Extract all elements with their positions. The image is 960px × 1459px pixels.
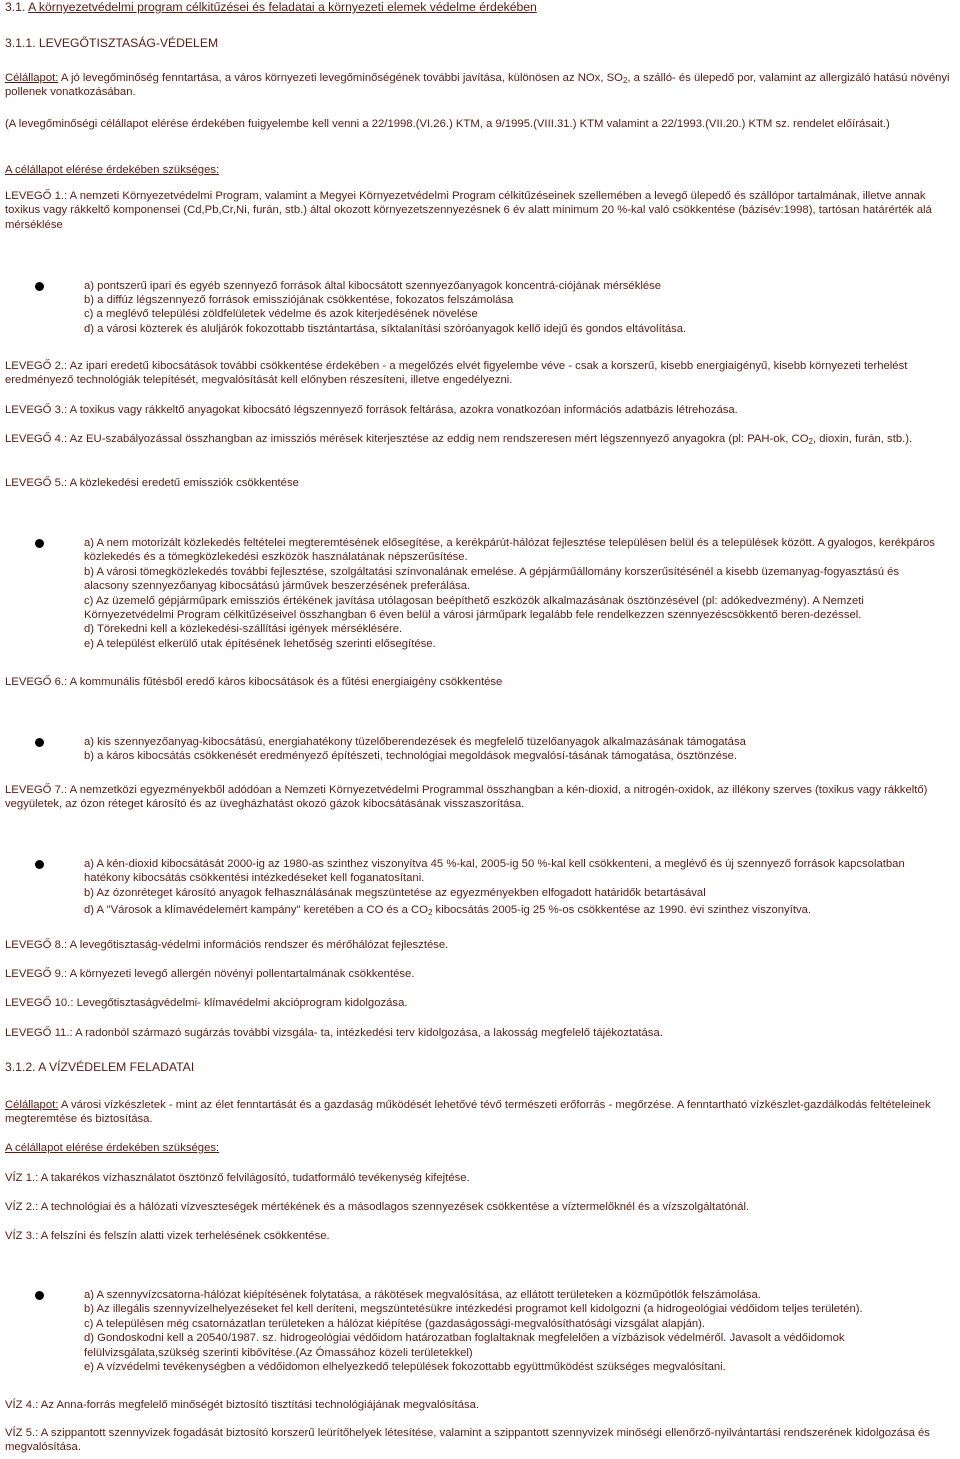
- levego-4: [5, 432, 955, 446]
- viz-4-label: VÍZ 4.: [5, 1399, 36, 1411]
- list-item-subscript: 2: [427, 908, 433, 917]
- viz-4: [5, 1398, 955, 1412]
- section-title: [5, 0, 955, 14]
- levego-4-text-end: , dioxin, furán, stb.).: [812, 433, 913, 445]
- bullet-icon: [35, 282, 44, 291]
- bullet-icon: [35, 1291, 44, 1300]
- viz-3: [5, 1229, 955, 1243]
- air-goal-subscript: 2: [622, 76, 628, 85]
- list-item: c) a meglévő települési zöldfelületek védelme és azok kiterjedésének növelése: [84, 308, 478, 320]
- levego-10-label: LEVEGŐ 10.: [5, 997, 71, 1009]
- levego-11-label: LEVEGŐ 11.: [5, 1027, 70, 1039]
- list-item: a) A kén-dioxid kibocsátását 2000-ig az 1980-as szinthez viszonyítva 45 %-kal, 2005-ig 50 %-kal kell csökkenteni, a meglévő és új szennyező források kapcsolatban hatékony kibocsátás csökkentési intézkedéseket kell foganatosítani. b) Az ózonréteget károsító anyagok felhasználásának megszüntetése az egyezményekben elfogadott határidők betartásával: [84, 858, 905, 899]
- levego-11-text: : A radonból származó sugárzás további vizsgála- ta, intézkedési terv kidolgozása, a lakosság megfelelő tájékoztatása.: [69, 1027, 663, 1039]
- viz-5-label: VÍZ 5.: [5, 1427, 36, 1439]
- section-title-text: A környezetvédelmi program célkitűzései és feladatai a környezeti elemek védelme érdekében: [28, 0, 537, 14]
- levego-2: [5, 359, 955, 388]
- levego-10-text: : Levegőtisztaságvédelmi- klímavédelmi akcióprogram kidolgozása.: [70, 997, 408, 1009]
- viz-5: [5, 1426, 955, 1455]
- air-goal-label: Célállapot:: [5, 72, 59, 84]
- viz-2: [5, 1200, 955, 1214]
- list-item: d) a városi közterek és aluljárók fokozottabb tisztántartása, síktalanítási szóróanyagok kellő idejű és gondos eltávolítása.: [84, 323, 687, 335]
- list-item-text-end: kibocsátás 2005-ig 25 %-os csökkentése az 1990. évi szinthez viszonyítva.: [432, 904, 812, 916]
- water-goal-text: A városi vízkészletek - mint az élet fenntartását és a gazdaság működését lehetővé tévő természeti erőforrás - megőrzése. A fenntartható vízkészlet-gazdálkodás feltételeinek megteremtése és biztosítása.: [5, 1099, 931, 1126]
- viz-3-text: : A felszíni és felszín alatti vizek terhelésének csökkentése.: [35, 1230, 330, 1242]
- list-item: a) A szennyvízcsatorna-hálózat kiépítésének folytatása, a rákötések megvalósítása, az ellátott területeken a közműpótlók felszámolása. b) Az illegális szennyvízelhelyezéseket fel kell deríteni, megszüntetésükre intézkedési programot kell kidolgozni (a hidrogeológiai védőidom teljes területén). c) A településen még csatornázatlan területeken a hálózat kiépítése (gazdaságossági-megvalósíthatósági vizsgálat alapján). d) Gondoskodni kell a 20540/1987. sz. hidrogeológiai védőidom határozatban foglaltaknak megfelelően a vízbázisok védelméről. Javasolt a védőidomok felülvizsgálata,szükség szerinti kibővítése.(Az Ómassához közeli területekkel) e) A vízvédelmi tevékenységben a védőidomon elhelyezkedő települések fokozottabb együttműködést szükséges megvalósítani.: [84, 1289, 863, 1374]
- air-subsection-title: 3.1.1. LEVEGŐTISZTASÁG-VÉDELEM: [5, 36, 219, 50]
- levego-7-text: : A nemzetközi egyezményekből adódóan a Nemzeti Környezetvédelmi Programmal összhangban a kén-dioxid, a nitrogén-oxidok, az illékony szerves (toxikus vagy rákkeltő) vegyületek, az ózon réteget károsító és az üvegházhatást okozó gázok kibocsátásának visszaszorítása.: [5, 784, 928, 811]
- levego-4-label: LEVEGŐ 4.: [5, 433, 65, 445]
- levego-3: [5, 403, 955, 417]
- air-legal-note: (A levegőminőségi célállapot elérése érdekében fuigyelembe kell venni a 22/1998.(VI.26.) KTM, a 9/1995.(VIII.31.) KTM valamint a 22/1993.(VII.20.) KTM sz. rendelet előírásait.): [5, 118, 890, 130]
- levego-7: [5, 783, 955, 812]
- viz-5-text: : A szippantott szennyvizek fogadását biztosító korszerű leürítőhelyek létesítése, valamint a szippantott szennyvizek minőségi ellenőrző-nyilvántartási rendszerének kidolgozása és megvalósítása.: [5, 1427, 930, 1454]
- levego-6: [5, 675, 955, 689]
- air-goal-text: A jó levegőminőség fenntartása, a város környezeti levegőminőségének további javítása, különösen az NOx, SO: [58, 72, 623, 84]
- air-needed-label: A célállapot elérése érdekében szükséges:: [5, 164, 220, 176]
- water-needed-label: A célállapot elérése érdekében szükséges:: [5, 1142, 220, 1154]
- viz-2-label: VÍZ 2.: [5, 1201, 36, 1213]
- levego-8: [5, 938, 955, 952]
- levego-1-text: : A nemzeti Környezetvédelmi Program, valamint a Megyei Környezetvédelmi Program célkitűzéseinek szellemében a levegő ülepedő és szállópor tartalmának, illetve annak toxikus vagy rákkeltő komponensei (Cd,Pb,Cr,Ni, furán, stb.) által okozott környezetszennyezésnek 6 év alatt minimum 20 %-kal való csökkentése (bázisév:1998), tartósan határérték alá mérséklése: [5, 190, 932, 231]
- viz-1-text: : A takarékos vízhasználatot ösztönző felvilágosító, tudatformáló tevékenység kifejtése.: [35, 1172, 470, 1184]
- levego-9: [5, 967, 955, 981]
- viz-1: [5, 1171, 955, 1185]
- levego-3-text: : A toxikus vagy rákkeltő anyagokat kibocsátó légszennyező források feltárása, azokra vonatkozóan információs adatbázis létrehozása.: [64, 404, 738, 416]
- levego-5: [5, 476, 955, 490]
- list-item: [84, 903, 944, 917]
- levego-7-label: LEVEGŐ 7.: [5, 784, 65, 796]
- levego-8-label: LEVEGŐ 8.: [5, 939, 65, 951]
- levego-1-label: LEVEGŐ 1.: [5, 190, 65, 202]
- levego-9-label: LEVEGŐ 9.: [5, 968, 65, 980]
- air-goal: [5, 71, 955, 100]
- viz-3-label: VÍZ 3.: [5, 1230, 36, 1242]
- levego-10: [5, 996, 955, 1010]
- air-goal-text-end: , a szálló- és ülepedő por, valamint az allergizáló hatású növényi pollenek vonatkozásában.: [5, 72, 950, 99]
- levego-5-label: LEVEGŐ 5.: [5, 477, 65, 489]
- levego-9-text: : A környezeti levegő allergén növényi pollentartalmának csökkentése.: [64, 968, 415, 980]
- levego-4-subscript: 2: [808, 437, 813, 446]
- water-goal: [5, 1098, 955, 1127]
- levego-2-label: LEVEGŐ 2.: [5, 360, 65, 372]
- levego-6-text: : A kommunális fűtésből eredő káros kibocsátások és a fűtési energiaigény csökkentése: [64, 676, 503, 688]
- water-subsection-title: 3.1.2. A VÍZVÉDELEM FELADATAI: [5, 1060, 195, 1074]
- levego-11: [5, 1026, 955, 1040]
- section-number: 3.1.: [5, 0, 26, 14]
- levego-8-text: : A levegőtisztaság-védelmi információs rendszer és mérőhálózat fejlesztése.: [64, 939, 449, 951]
- viz-2-text: : A technológiai és a hálózati vízveszteségek mértékének és a másodlagos szennyezések csökkentése a víztermelőknél és a vízszolgáltatónál.: [35, 1201, 750, 1213]
- list-item: b) a diffúz légszennyező források emissziójának csökkentése, fokozatos felszámolása: [84, 294, 514, 306]
- levego-6-label: LEVEGŐ 6.: [5, 676, 65, 688]
- levego-4-text: : Az EU-szabályozással összhangban az imissziós mérések kiterjesztése az eddig nem rendszeresen mért légszennyező anyagokra (pl: PAH-ok, CO: [64, 433, 809, 445]
- list-item: a) A nem motorizált közlekedés feltételei megteremtésének elősegítése, a kerékpárút-hálózat fejlesztése településen belül és a települések között. A gyalogos, kerékpáros közlekedés és a tömegközlekedési eszközök használatának népszerűsítése. b) A városi tömegközlekedés további fejlesztése, szolgáltatási színvonalának emelése. A gépjárműállomány korszerűsítésénél a kisebb üzemanyag-fogyasztású és alacsony szennyezőanyag kibocsátású járművek beszerzésének preferálása. c) Az üzemelő gépjárműpark emissziós értékének javítása utólagosan beépíthető eszközök alkalmazásának ösztönzésével (pl: adókedvezmény). A Nemzeti Környezetvédelmi Program célkitűzéseivel összhangban 6 éven belül a városi járműpark legalább fele rendelkezzen szennyezéscsökkentő beren-dezéssel. d) Törekedni kell a közlekedési-szállítási igények mérséklésére. e) A települést elkerülő utak építésének lehetőség szerinti elősegítése.: [84, 537, 935, 650]
- list-item: a) pontszerű ipari és egyéb szennyező források által kibocsátott szennyezőanyagok koncentrá-ciójának mérséklése: [84, 280, 662, 292]
- bullet-icon: [35, 860, 44, 869]
- viz-4-text: : Az Anna-forrás megfelelő minőségét biztosító tisztítási technológiájának megvalósítása.: [35, 1399, 480, 1411]
- levego-2-text: : Az ipari eredetű kibocsátások további csökkentése érdekében - a megelőzés elvét figyelembe véve - csak a korszerű, kisebb energiaigényű, kisebb környezeti terhelést eredményező technológiák telepítését, megvalósítását kell előnyben részesíteni, illetve engedélyezni.: [5, 360, 908, 387]
- levego-1: [5, 189, 955, 232]
- viz-1-label: VÍZ 1.: [5, 1172, 36, 1184]
- bullet-icon: [35, 539, 44, 548]
- water-goal-label: Célállapot:: [5, 1099, 59, 1111]
- list-item-text: d) A "Városok a klímavédelemért kampány" keretében a CO és a CO: [84, 904, 428, 916]
- levego-3-label: LEVEGŐ 3.: [5, 404, 65, 416]
- bullet-icon: [35, 738, 44, 747]
- levego-5-text: : A közlekedési eredetű emissziók csökkentése: [64, 477, 299, 489]
- list-item: a) kis szennyezőanyag-kibocsátású, energiahatékony tüzelőberendezések és megfelelő tüzelőanyagok alkalmazásának támogatása b) a káros kibocsátás csökkenését eredményező építészeti, technológiai megoldások megvalósí-tásának támogatása, ösztönzése.: [84, 736, 746, 763]
